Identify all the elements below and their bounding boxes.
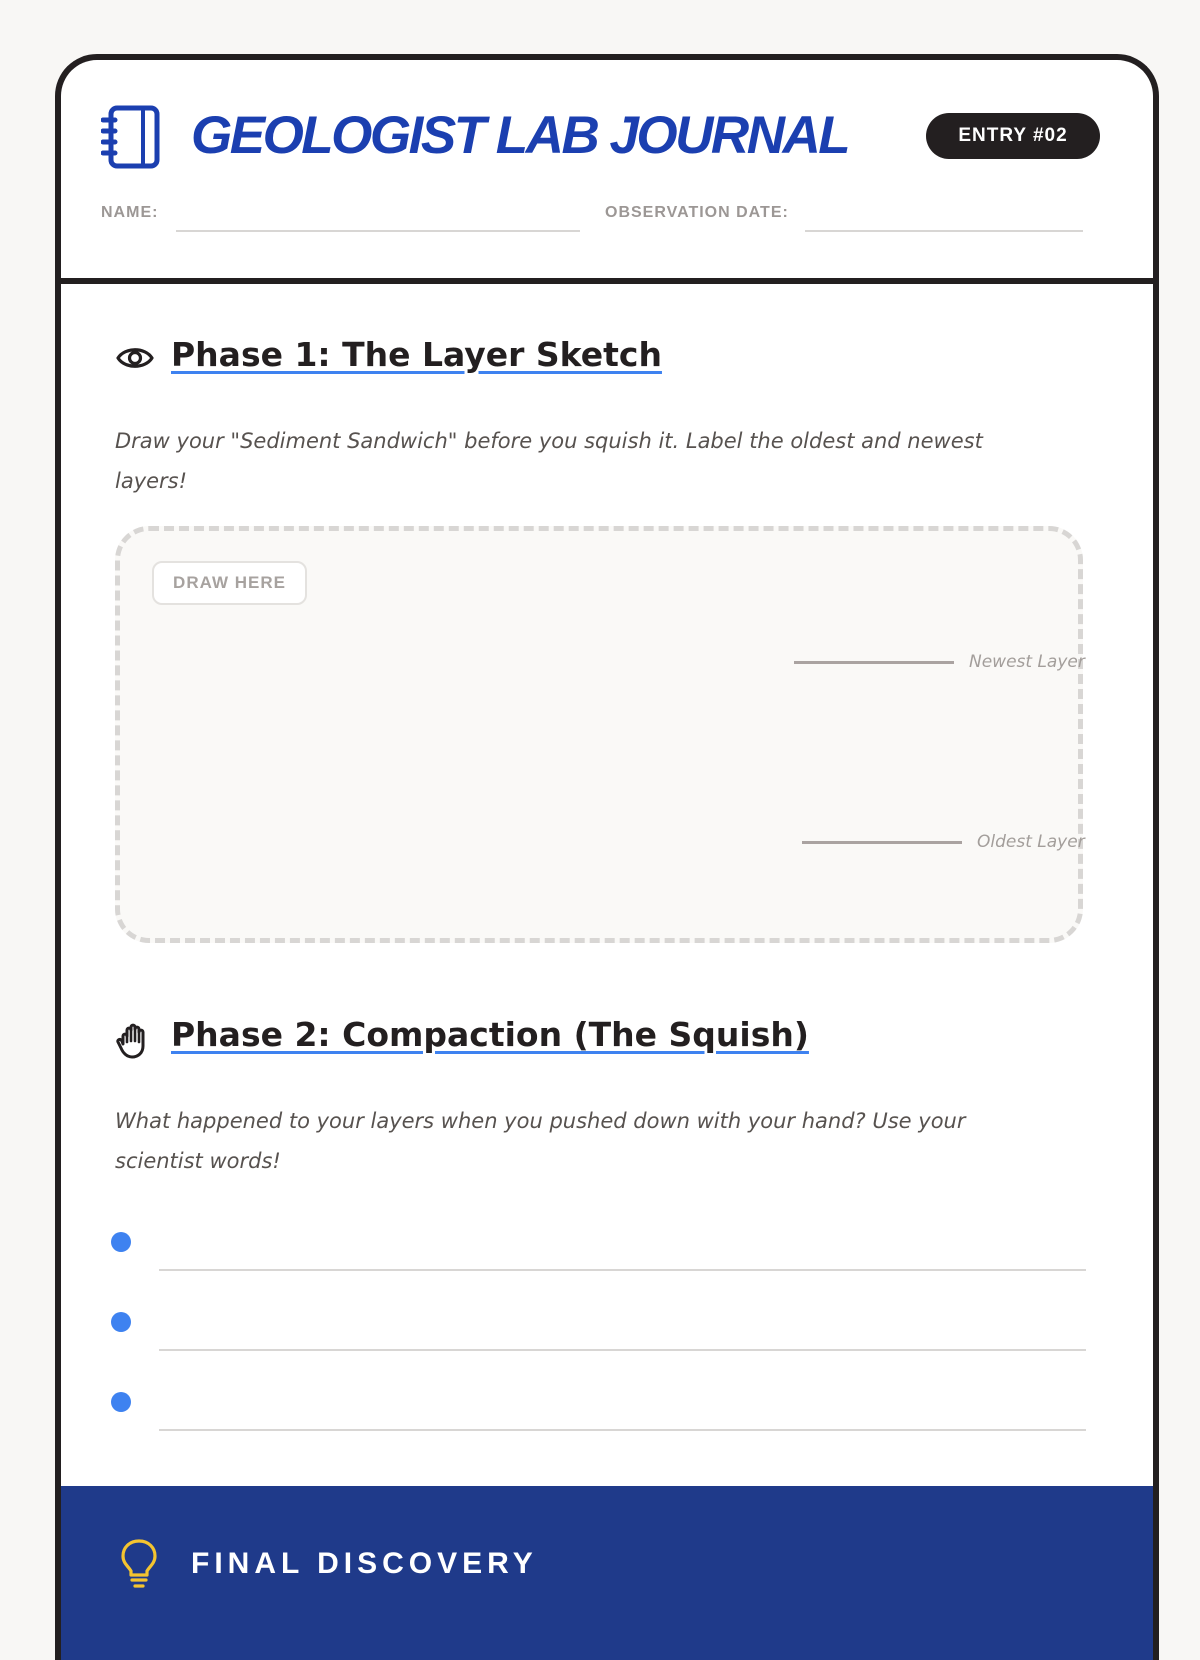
hand-icon [115, 1020, 155, 1060]
final-discovery-title: FINAL DISCOVERY [191, 1547, 538, 1580]
newest-layer-pointer [794, 661, 954, 664]
final-discovery-band [61, 1486, 1153, 1660]
observation-date-field[interactable] [805, 230, 1083, 232]
answer-underline [159, 1429, 1086, 1431]
journal-card [55, 54, 1159, 1660]
bullet-dot [111, 1392, 131, 1412]
eye-icon [115, 338, 155, 378]
sketch-drawing-area[interactable] [115, 526, 1083, 943]
answer-underline [159, 1349, 1086, 1351]
oldest-layer-label: Oldest Layer [977, 832, 1085, 852]
name-label: NAME: [101, 204, 159, 221]
answer-line-1[interactable] [111, 1232, 1076, 1282]
phase-2-title: Phase 2: Compaction (The Squish) [171, 1015, 809, 1054]
journal-title: GEOLOGIST LAB JOURNAL [191, 106, 849, 165]
bullet-dot [111, 1312, 131, 1332]
phase-1-title: Phase 1: The Layer Sketch [171, 335, 662, 374]
newest-layer-label: Newest Layer [969, 652, 1085, 672]
phase-2-instructions: What happened to your layers when you pushed down with your hand? Use your scientist words! [115, 1109, 966, 1173]
observation-date-label: OBSERVATION DATE: [605, 204, 789, 221]
bullet-dot [111, 1232, 131, 1252]
notebook-icon [101, 104, 161, 170]
journal-header [61, 60, 1153, 284]
phase-1-instructions: Draw your "Sediment Sandwich" before you squish it. Label the oldest and newest layers! [115, 429, 983, 493]
answer-line-2[interactable] [111, 1312, 1076, 1362]
entry-badge: ENTRY #02 [926, 113, 1100, 159]
answer-line-3[interactable] [111, 1392, 1076, 1442]
draw-here-label: DRAW HERE [152, 561, 307, 605]
name-field[interactable] [176, 230, 580, 232]
lightbulb-icon [119, 1538, 159, 1590]
answer-underline [159, 1269, 1086, 1271]
oldest-layer-pointer [802, 841, 962, 844]
